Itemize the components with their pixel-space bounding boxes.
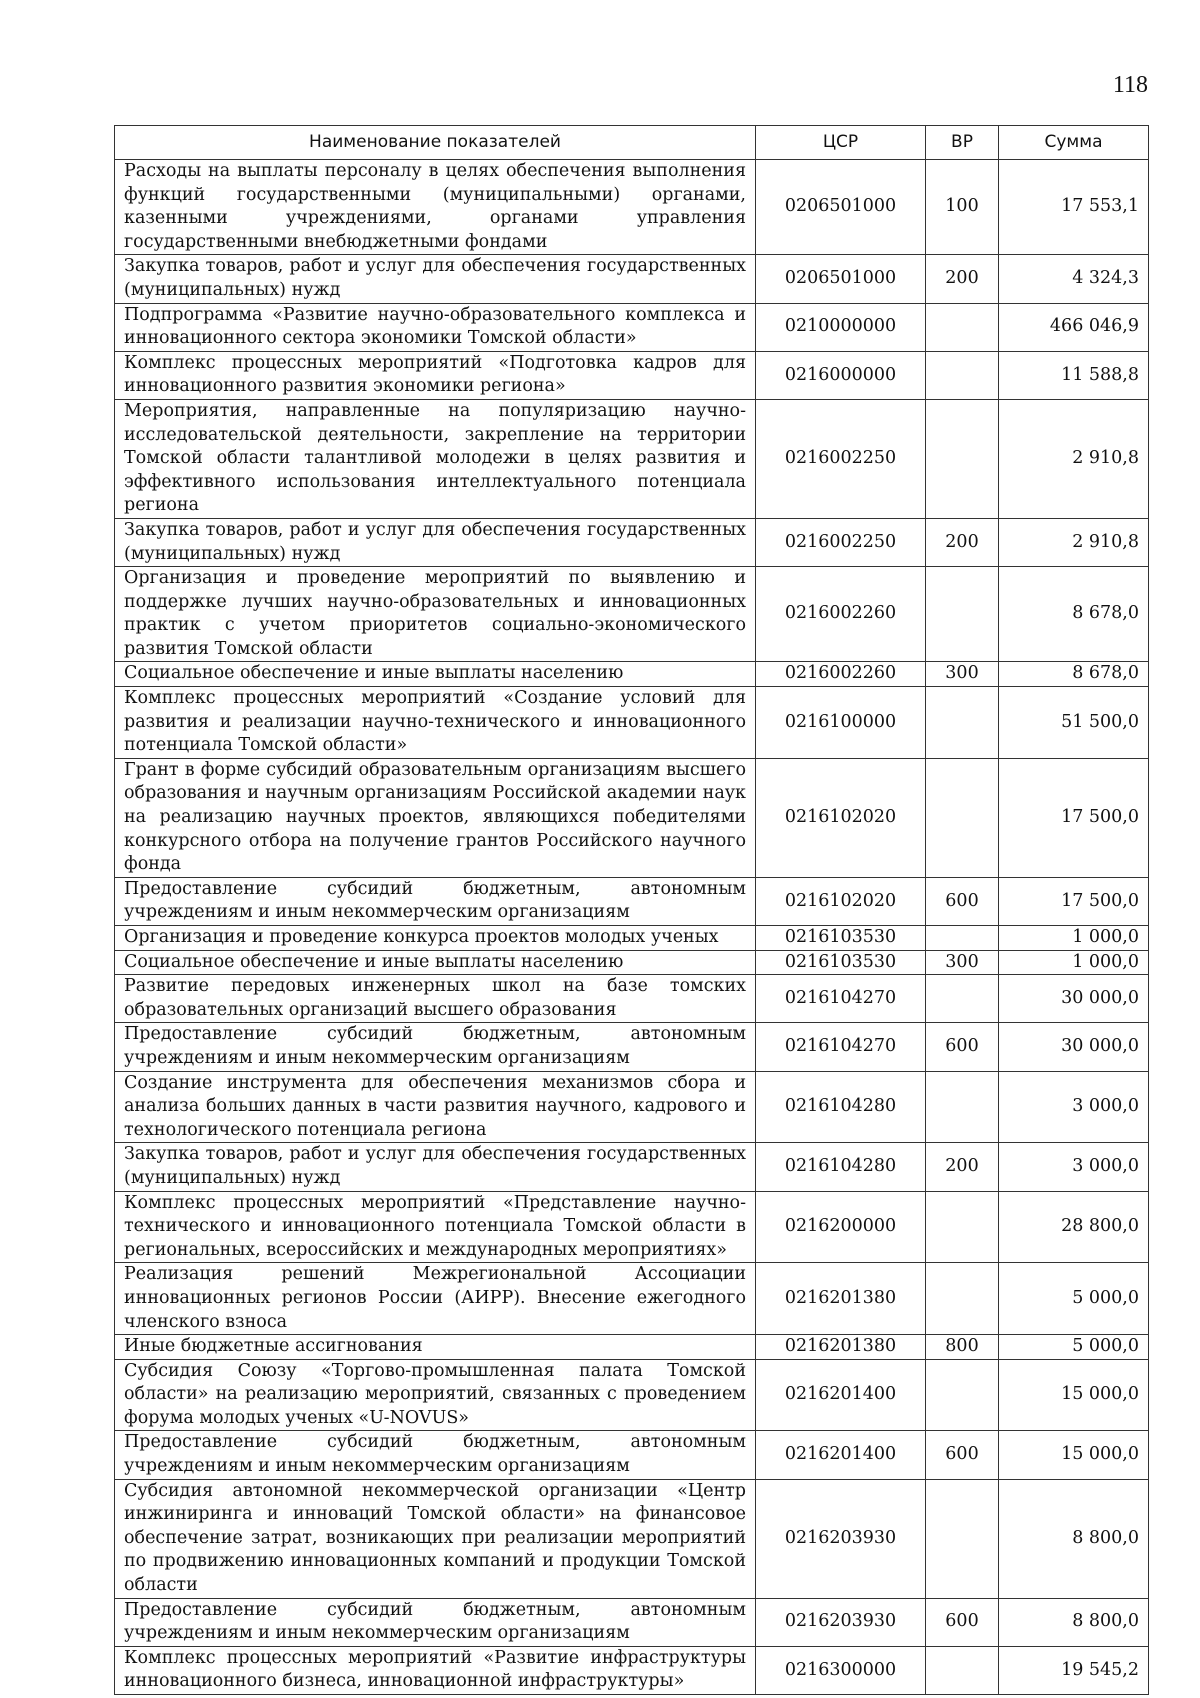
table-row	[115, 926, 1149, 951]
row-name-cell: Мероприятия, направленные на популяризацию научно-исследовательской деятельности, закрепление на территории Томской области талантливой молодежи в целях развития и эффективного использования интеллектуального потенциала региона	[115, 399, 756, 518]
header-name: Наименование показателей	[115, 126, 756, 160]
row-sum-cell: 30 000,0	[999, 1023, 1149, 1071]
row-csr-cell: 0216100000	[756, 687, 926, 759]
table-row	[115, 160, 1149, 255]
row-vr-cell: 800	[926, 1335, 999, 1360]
row-sum-cell: 15 000,0	[999, 1431, 1149, 1479]
row-csr-cell: 0216002250	[756, 518, 926, 566]
row-name-cell: Комплекс процессных мероприятий «Представление научно-технического и инновационного потенциала Томской области в региональных, всероссийских и международных мероприятиях»	[115, 1191, 756, 1263]
row-csr-cell: 0216203930	[756, 1598, 926, 1646]
row-name-cell: Закупка товаров, работ и услуг для обеспечения государственных (муниципальных) нужд	[115, 1143, 756, 1191]
row-csr-cell: 0216201380	[756, 1263, 926, 1335]
header-sum: Сумма	[999, 126, 1149, 160]
row-sum-cell: 17 500,0	[999, 877, 1149, 925]
page-number: 118	[1112, 72, 1148, 98]
table-row	[115, 1023, 1149, 1071]
row-sum-cell: 11 588,8	[999, 351, 1149, 399]
row-name-cell: Комплекс процессных мероприятий «Развитие инфраструктуры инновационного бизнеса, инновационной инфраструктуры»	[115, 1646, 756, 1694]
row-name-cell: Комплекс процессных мероприятий «Подготовка кадров для инновационного развития экономики региона»	[115, 351, 756, 399]
row-csr-cell: 0216201400	[756, 1431, 926, 1479]
row-sum-cell: 15 000,0	[999, 1359, 1149, 1431]
row-csr-cell: 0216104270	[756, 975, 926, 1023]
table-row	[115, 662, 1149, 687]
row-csr-cell: 0216300000	[756, 1646, 926, 1694]
row-name-cell: Расходы на выплаты персоналу в целях обеспечения выполнения функций государственными (муниципальными) органами, казенными учреждениями, органами управления государственными внебюджетными фондами	[115, 160, 756, 255]
table-row	[115, 687, 1149, 759]
row-sum-cell: 1 000,0	[999, 926, 1149, 951]
row-name-cell: Субсидия Союзу «Торгово-промышленная палата Томской области» на реализацию мероприятий, связанных с проведением форума молодых ученых «U-NOVUS»	[115, 1359, 756, 1431]
row-name-cell: Социальное обеспечение и иные выплаты населению	[115, 662, 756, 687]
row-csr-cell: 0216002250	[756, 399, 926, 518]
row-name-cell: Подпрограмма «Развитие научно-образовательного комплекса и инновационного сектора экономики Томской области»	[115, 303, 756, 351]
table-row	[115, 950, 1149, 975]
row-name-cell: Грант в форме субсидий образовательным организациям высшего образования и научным организациям Российской академии наук на реализацию научных проектов, являющихся победителями конкурсного отбора на получение грантов Российского научного фонда	[115, 758, 756, 877]
table-row	[115, 1646, 1149, 1694]
row-csr-cell: 0216201400	[756, 1359, 926, 1431]
table-row	[115, 1263, 1149, 1335]
row-vr-cell: 300	[926, 662, 999, 687]
row-vr-cell: 600	[926, 877, 999, 925]
row-vr-cell	[926, 1071, 999, 1143]
table-body	[115, 160, 1149, 1695]
row-sum-cell: 8 800,0	[999, 1598, 1149, 1646]
row-name-cell: Закупка товаров, работ и услуг для обеспечения государственных (муниципальных) нужд	[115, 255, 756, 303]
row-sum-cell: 17 500,0	[999, 758, 1149, 877]
row-sum-cell: 30 000,0	[999, 975, 1149, 1023]
row-sum-cell: 8 678,0	[999, 662, 1149, 687]
row-vr-cell	[926, 351, 999, 399]
row-name-cell: Субсидия автономной некоммерческой организации «Центр инжиниринга и инноваций Томской области» на финансовое обеспечение затрат, возникающих при реализации мероприятий по продвижению инновационных компаний и продукции Томской области	[115, 1479, 756, 1598]
row-csr-cell: 0216203930	[756, 1479, 926, 1598]
row-vr-cell	[926, 975, 999, 1023]
table-row	[115, 1479, 1149, 1598]
row-vr-cell: 200	[926, 1143, 999, 1191]
row-vr-cell: 200	[926, 255, 999, 303]
row-name-cell: Предоставление субсидий бюджетным, автономным учреждениям и иным некоммерческим организациям	[115, 877, 756, 925]
row-name-cell: Организация и проведение мероприятий по выявлению и поддержке лучших научно-образовательных и инновационных практик с учетом приоритетов социально-экономического развития Томской области	[115, 567, 756, 662]
table-row	[115, 518, 1149, 566]
row-csr-cell: 0210000000	[756, 303, 926, 351]
row-vr-cell	[926, 303, 999, 351]
row-vr-cell	[926, 1479, 999, 1598]
row-vr-cell	[926, 758, 999, 877]
row-csr-cell: 0216002260	[756, 662, 926, 687]
header-vr: ВР	[926, 126, 999, 160]
table-row	[115, 567, 1149, 662]
row-csr-cell: 0216103530	[756, 950, 926, 975]
row-sum-cell: 5 000,0	[999, 1335, 1149, 1360]
row-name-cell: Предоставление субсидий бюджетным, автономным учреждениям и иным некоммерческим организациям	[115, 1023, 756, 1071]
table-row	[115, 758, 1149, 877]
row-csr-cell: 0216102020	[756, 877, 926, 925]
row-vr-cell	[926, 1646, 999, 1694]
row-vr-cell: 300	[926, 950, 999, 975]
row-sum-cell: 17 553,1	[999, 160, 1149, 255]
table-row	[115, 1431, 1149, 1479]
row-name-cell: Социальное обеспечение и иные выплаты населению	[115, 950, 756, 975]
row-csr-cell: 0206501000	[756, 255, 926, 303]
row-name-cell: Создание инструмента для обеспечения механизмов сбора и анализа больших данных в части развития научного, кадрового и технологического потенциала региона	[115, 1071, 756, 1143]
row-sum-cell: 5 000,0	[999, 1263, 1149, 1335]
row-sum-cell: 3 000,0	[999, 1071, 1149, 1143]
row-sum-cell: 3 000,0	[999, 1143, 1149, 1191]
row-csr-cell: 0216002260	[756, 567, 926, 662]
table-row	[115, 1071, 1149, 1143]
row-sum-cell: 19 545,2	[999, 1646, 1149, 1694]
table-row	[115, 975, 1149, 1023]
row-vr-cell	[926, 1359, 999, 1431]
row-sum-cell: 2 910,8	[999, 399, 1149, 518]
row-csr-cell: 0216104280	[756, 1071, 926, 1143]
row-vr-cell: 200	[926, 518, 999, 566]
row-sum-cell: 1 000,0	[999, 950, 1149, 975]
row-name-cell: Организация и проведение конкурса проектов молодых ученых	[115, 926, 756, 951]
table-row	[115, 1335, 1149, 1360]
table-row	[115, 255, 1149, 303]
row-csr-cell: 0216000000	[756, 351, 926, 399]
row-name-cell: Иные бюджетные ассигнования	[115, 1335, 756, 1360]
row-sum-cell: 4 324,3	[999, 255, 1149, 303]
header-csr: ЦСР	[756, 126, 926, 160]
row-csr-cell: 0216104280	[756, 1143, 926, 1191]
row-vr-cell	[926, 1191, 999, 1263]
table-row	[115, 1598, 1149, 1646]
row-name-cell: Комплекс процессных мероприятий «Создание условий для развития и реализации научно-технического и инновационного потенциала Томской области»	[115, 687, 756, 759]
table-row	[115, 877, 1149, 925]
table-row	[115, 303, 1149, 351]
budget-table	[114, 125, 1149, 1695]
table-header-row	[115, 126, 1149, 160]
row-sum-cell: 8 678,0	[999, 567, 1149, 662]
table-row	[115, 1143, 1149, 1191]
table-row	[115, 1359, 1149, 1431]
table-row	[115, 399, 1149, 518]
row-name-cell: Развитие передовых инженерных школ на базе томских образовательных организаций высшего образования	[115, 975, 756, 1023]
table-row	[115, 1191, 1149, 1263]
row-csr-cell: 0216104270	[756, 1023, 926, 1071]
row-sum-cell: 2 910,8	[999, 518, 1149, 566]
row-vr-cell: 100	[926, 160, 999, 255]
row-sum-cell: 466 046,9	[999, 303, 1149, 351]
row-sum-cell: 51 500,0	[999, 687, 1149, 759]
row-vr-cell	[926, 1263, 999, 1335]
row-csr-cell: 0216103530	[756, 926, 926, 951]
table-row	[115, 351, 1149, 399]
row-sum-cell: 8 800,0	[999, 1479, 1149, 1598]
row-csr-cell: 0216102020	[756, 758, 926, 877]
row-vr-cell: 600	[926, 1431, 999, 1479]
row-name-cell: Предоставление субсидий бюджетным, автономным учреждениям и иным некоммерческим организациям	[115, 1431, 756, 1479]
row-csr-cell: 0216200000	[756, 1191, 926, 1263]
row-vr-cell: 600	[926, 1023, 999, 1071]
row-name-cell: Реализация решений Межрегиональной Ассоциации инновационных регионов России (АИРР). Внесение ежегодного членского взноса	[115, 1263, 756, 1335]
row-vr-cell	[926, 567, 999, 662]
row-vr-cell: 600	[926, 1598, 999, 1646]
row-csr-cell: 0216201380	[756, 1335, 926, 1360]
row-vr-cell	[926, 926, 999, 951]
row-vr-cell	[926, 687, 999, 759]
row-csr-cell: 0206501000	[756, 160, 926, 255]
row-sum-cell: 28 800,0	[999, 1191, 1149, 1263]
row-vr-cell	[926, 399, 999, 518]
row-name-cell: Предоставление субсидий бюджетным, автономным учреждениям и иным некоммерческим организациям	[115, 1598, 756, 1646]
row-name-cell: Закупка товаров, работ и услуг для обеспечения государственных (муниципальных) нужд	[115, 518, 756, 566]
